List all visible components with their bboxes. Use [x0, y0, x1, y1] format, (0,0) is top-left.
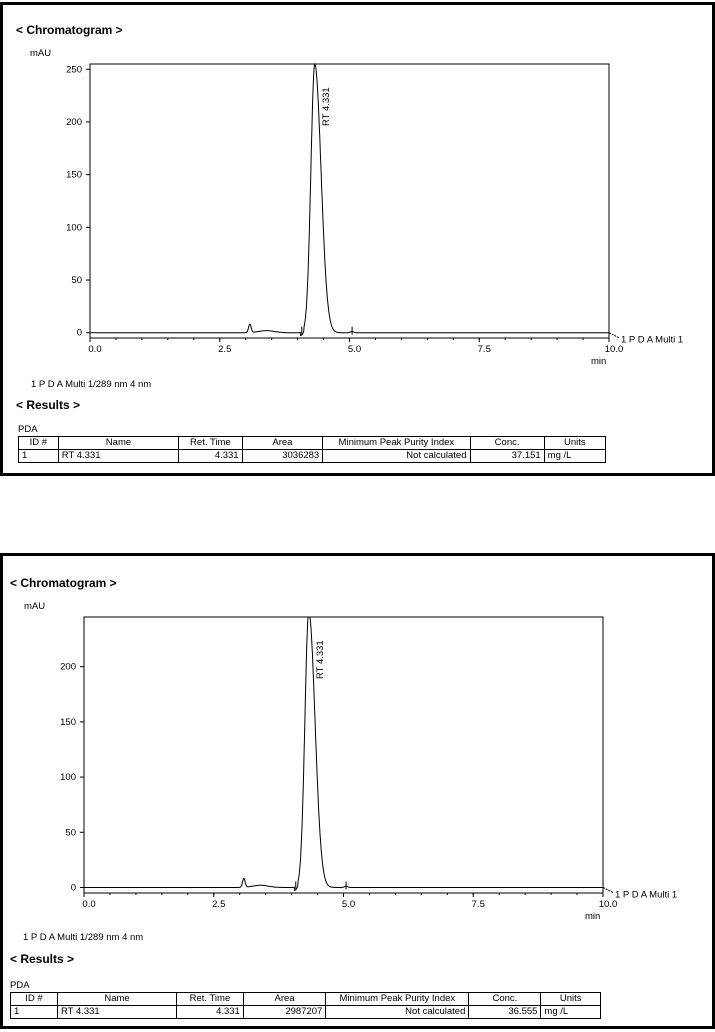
y-tick-label: 150 [60, 716, 76, 728]
y-tick-label: 100 [66, 222, 82, 234]
detector-label: 1 P D A Multi 1/289 nm 4 nm [31, 379, 152, 390]
x-axis-label: min [591, 356, 607, 367]
plot-area [90, 64, 609, 338]
cell-ret-time: 4.331 [177, 1006, 244, 1019]
header-units: Units [544, 437, 605, 450]
header-ret-time: Ret. Time [179, 437, 242, 450]
legend-entry: 1 P D A Multi 1 [621, 334, 684, 346]
cell-conc: 37.151 [470, 450, 544, 463]
cell-name: RT 4.331 [58, 450, 178, 463]
pda-label: PDA [10, 980, 30, 991]
report-panel-1 [0, 2, 715, 476]
cell-conc: 36.555 [469, 1006, 541, 1019]
x-tick-label: 10.0 [604, 344, 624, 355]
x-tick-label: 7.5 [471, 899, 485, 910]
plot-area [84, 617, 603, 893]
legend-leader [609, 333, 619, 338]
header-name: Name [57, 993, 176, 1006]
header-area: Area [242, 437, 323, 450]
header-conc: Conc. [470, 437, 544, 450]
cell-id: 1 [11, 1006, 58, 1019]
y-tick-label: 100 [60, 772, 76, 784]
header-area: Area [243, 993, 325, 1006]
table-row [19, 450, 606, 463]
header-units: Units [541, 993, 601, 1006]
y-tick-label: 50 [71, 275, 82, 287]
y-axis-label: mAU [30, 48, 52, 59]
x-tick-label: 5.0 [347, 344, 362, 355]
y-tick-label: 200 [60, 661, 76, 673]
x-tick-label: 7.5 [477, 344, 491, 355]
table-header-row [19, 437, 606, 450]
x-tick-label: 0.0 [88, 344, 102, 355]
results-table [18, 436, 606, 463]
y-tick-label: 150 [66, 169, 82, 181]
y-tick-label: 200 [66, 116, 82, 128]
header-conc: Conc. [469, 993, 541, 1006]
cell-purity: Not calculated [326, 1006, 469, 1019]
results-table [10, 992, 601, 1019]
pda-label: PDA [18, 424, 38, 435]
cell-ret-time: 4.331 [179, 450, 242, 463]
y-tick-label: 0 [76, 327, 82, 339]
peak-annotation: RT 4.331 [314, 640, 326, 679]
cell-area: 2987207 [243, 1006, 325, 1019]
y-tick-label: 250 [66, 64, 82, 76]
y-tick-label: 50 [65, 827, 76, 839]
chromatogram-chart-1 [3, 5, 712, 385]
legend-leader [603, 887, 613, 892]
x-tick-label: 0.0 [82, 899, 96, 910]
chromatogram-title: < Chromatogram > [10, 576, 117, 590]
report-panel-2 [0, 553, 715, 1029]
detector-label: 1 P D A Multi 1/289 nm 4 nm [23, 932, 144, 943]
header-id: ID # [19, 437, 59, 450]
chromatogram-chart-2 [3, 556, 712, 936]
legend-entry: 1 P D A Multi 1 [615, 889, 678, 901]
cell-name: RT 4.331 [57, 1006, 176, 1019]
chromatogram-trace [84, 617, 603, 890]
header-id: ID # [11, 993, 58, 1006]
y-tick-label: 0 [70, 882, 76, 894]
table-row [11, 1006, 601, 1019]
y-axis-label: mAU [24, 601, 46, 612]
cell-units: mg /L [541, 1006, 601, 1019]
x-tick-label: 2.5 [218, 344, 232, 355]
cell-id: 1 [19, 450, 59, 463]
cell-area: 3036283 [242, 450, 323, 463]
x-axis-label: min [585, 911, 601, 922]
x-tick-label: 2.5 [212, 899, 226, 910]
chromatogram-trace [90, 64, 609, 335]
header-purity: Minimum Peak Purity Index [323, 437, 470, 450]
chromatogram-title: < Chromatogram > [16, 23, 123, 37]
results-title: < Results > [16, 398, 81, 412]
header-ret-time: Ret. Time [177, 993, 244, 1006]
cell-purity: Not calculated [323, 450, 470, 463]
header-name: Name [58, 437, 178, 450]
x-tick-label: 10.0 [598, 899, 618, 910]
results-title: < Results > [10, 952, 75, 966]
peak-annotation: RT 4.331 [320, 87, 332, 126]
header-purity: Minimum Peak Purity Index [326, 993, 469, 1006]
x-tick-label: 5.0 [341, 899, 356, 910]
table-header-row [11, 993, 601, 1006]
cell-units: mg /L [544, 450, 605, 463]
